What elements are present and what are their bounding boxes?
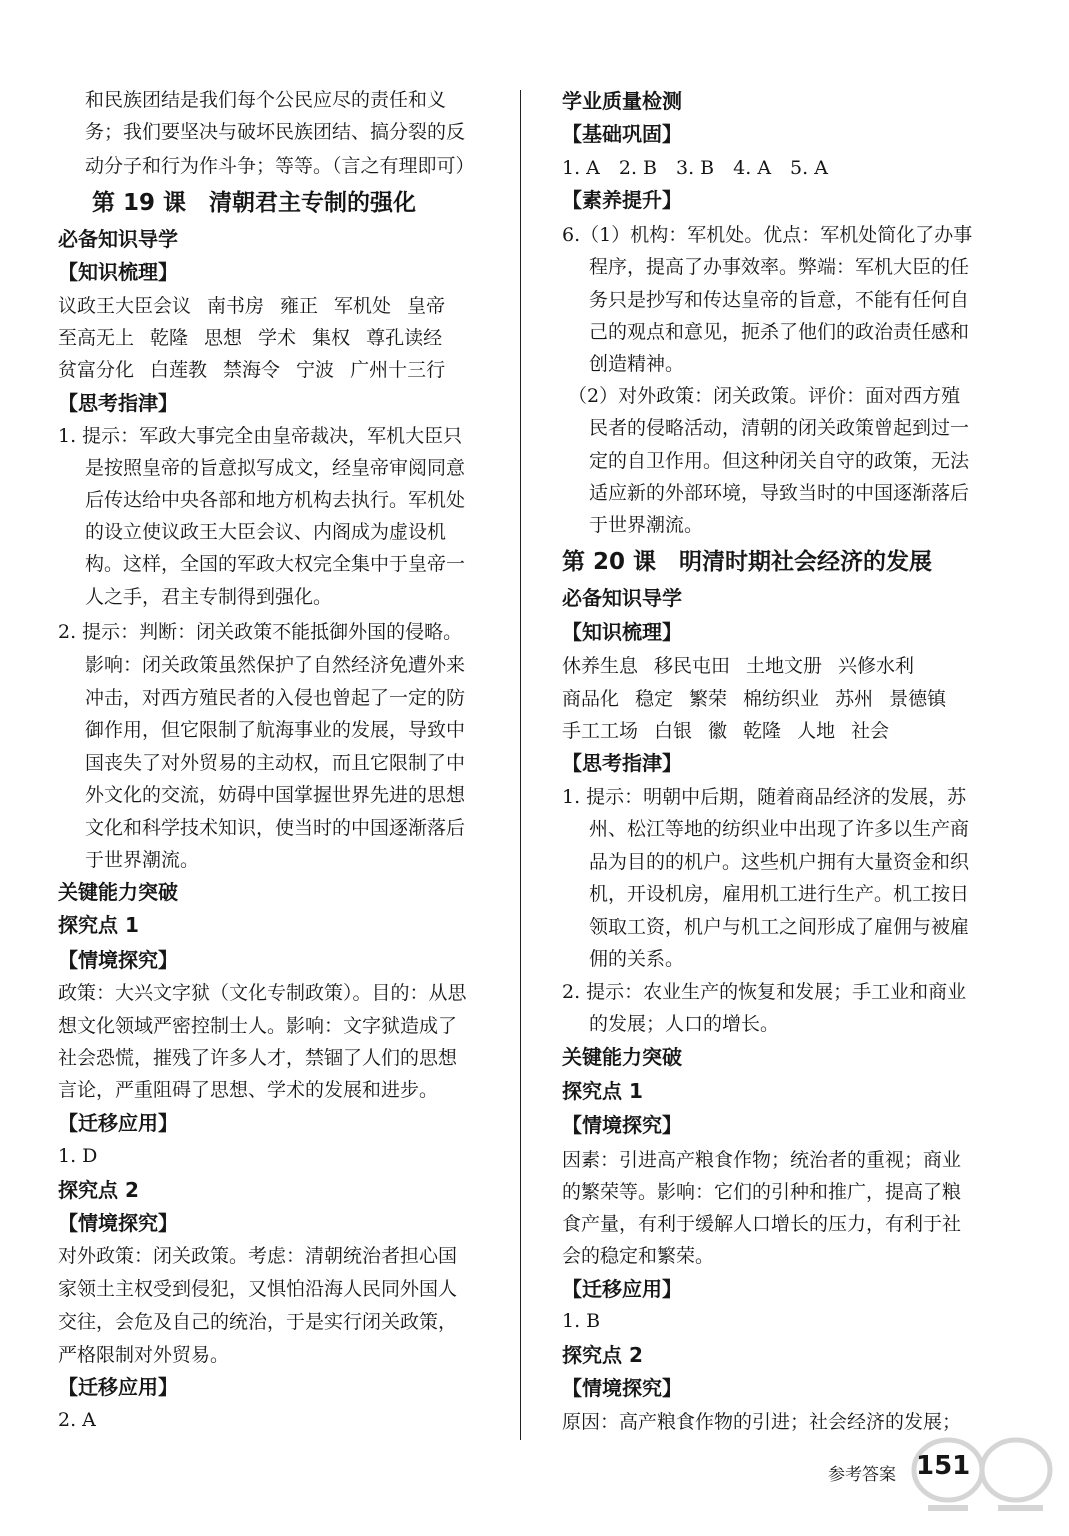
situation-line: 想文化领域严密控制士人。影响：文字狱造成了 bbox=[58, 1015, 458, 1037]
q6-line: 创造精神。 bbox=[589, 353, 685, 375]
situation-line: 原因：高产粮食作物的引进；社会经济的发展； bbox=[562, 1411, 962, 1433]
term: 思想 bbox=[204, 327, 243, 349]
tag-apply: 【迁移应用】 bbox=[58, 1375, 178, 1399]
situation-line: 因素：引进高产粮食作物；统治者的重视；商业 bbox=[562, 1149, 962, 1171]
tag-apply: 【迁移应用】 bbox=[562, 1277, 682, 1301]
think-line: 文化和科学技术知识，使当时的中国逐渐落后 bbox=[85, 817, 466, 839]
tag-basic: 【基础巩固】 bbox=[562, 122, 682, 146]
tag-situation: 【情境探究】 bbox=[562, 1376, 682, 1400]
term: 移民屯田 bbox=[654, 655, 731, 677]
term: 白莲教 bbox=[150, 359, 208, 381]
explore-point: 探究点 2 bbox=[58, 1178, 139, 1202]
explore-point: 探究点 1 bbox=[562, 1079, 643, 1103]
term-row bbox=[58, 355, 461, 385]
column-divider bbox=[520, 90, 521, 1440]
term: 尊孔读经 bbox=[366, 327, 443, 349]
term: 至高无上 bbox=[58, 327, 135, 349]
term: 皇帝 bbox=[407, 295, 446, 317]
situation-line: 会的稳定和繁荣。 bbox=[562, 1245, 715, 1267]
term: 苏州 bbox=[835, 688, 874, 710]
think-line: 佣的关系。 bbox=[589, 948, 685, 970]
q6-line: 民者的侵略活动，清朝的闭关政策曾起到过一 bbox=[589, 417, 970, 439]
think-line: 构。这样，全国的军政大权完全集中于皇帝一 bbox=[85, 553, 466, 575]
term: 广州十三行 bbox=[350, 359, 446, 381]
q6-line: 己的观点和意见，扼杀了他们的政治责任感和 bbox=[589, 321, 970, 343]
term: 商品化 bbox=[562, 688, 620, 710]
term: 集权 bbox=[312, 327, 351, 349]
section-heading: 学业质量检测 bbox=[562, 89, 682, 113]
situation-line: 政策：大兴文字狱（文化专制政策）。目的：从思 bbox=[58, 982, 467, 1004]
term: 议政王大臣会议 bbox=[58, 295, 192, 317]
situation-line: 对外政策：闭关政策。考虑：清朝统治者担心国 bbox=[58, 1245, 458, 1267]
q6-line: 适应新的外部环境，导致当时的中国逐渐落后 bbox=[589, 482, 970, 504]
think-line: 于世界潮流。 bbox=[85, 849, 200, 871]
think-line: 的设立使议政王大臣会议、内阁成为虚设机 bbox=[85, 521, 447, 543]
term: 繁荣 bbox=[689, 688, 728, 710]
think-line: 外文化的交流，妨碍中国掌握世界先进的思想 bbox=[85, 784, 466, 806]
situation-line: 的繁荣等。影响：它们的引种和推广，提高了粮 bbox=[562, 1181, 962, 1203]
section-heading: 必备知识导学 bbox=[58, 227, 178, 251]
term: 景德镇 bbox=[889, 688, 947, 710]
term-row bbox=[58, 291, 461, 321]
q6-line: 务只是抄写和传达皇帝的旨意，不能有任何自 bbox=[589, 289, 970, 311]
term: 白银 bbox=[654, 720, 693, 742]
tag-think: 【思考指津】 bbox=[562, 751, 682, 775]
situation-line: 社会恐慌，摧残了许多人才，禁锢了人们的思想 bbox=[58, 1047, 458, 1069]
term: 学术 bbox=[258, 327, 297, 349]
think-line: 御作用，但它限制了航海事业的发展，导致中 bbox=[85, 719, 466, 741]
term: 社会 bbox=[851, 720, 890, 742]
explore-point: 探究点 1 bbox=[58, 913, 139, 937]
tag-improve: 【素养提升】 bbox=[562, 188, 682, 212]
section-heading: 必备知识导学 bbox=[562, 586, 682, 610]
term: 徽 bbox=[708, 720, 728, 742]
tag-situation: 【情境探究】 bbox=[562, 1113, 682, 1137]
intro-line: 务；我们要坚决与破坏民族团结、搞分裂的反 bbox=[85, 121, 466, 143]
term: 禁海令 bbox=[223, 359, 281, 381]
term: 乾隆 bbox=[743, 720, 782, 742]
term-row bbox=[562, 651, 930, 681]
think-line: 冲击，对西方殖民者的入侵也曾起了一定的防 bbox=[85, 687, 466, 709]
answer: 1. D bbox=[58, 1145, 98, 1167]
think-line: 后传达给中央各部和地方机构去执行。军机处 bbox=[85, 489, 466, 511]
tag-knowledge: 【知识梳理】 bbox=[58, 260, 178, 284]
answer: 1. B bbox=[562, 1310, 601, 1332]
q6-line: 于世界潮流。 bbox=[589, 514, 704, 536]
q6-line: 6.（1）机构：军机处。优点：军机处简化了办事 bbox=[562, 224, 973, 246]
answer: 2. A bbox=[58, 1409, 96, 1431]
term: 军机处 bbox=[334, 295, 392, 317]
term: 兴修水利 bbox=[838, 655, 915, 677]
section-heading: 关键能力突破 bbox=[562, 1045, 682, 1069]
tag-situation: 【情境探究】 bbox=[58, 948, 178, 972]
think-line: 2. 提示：农业生产的恢复和发展；手工业和商业 bbox=[562, 981, 967, 1003]
tag-think: 【思考指津】 bbox=[58, 391, 178, 415]
lesson-title: 第 20 课 明清时期社会经济的发展 bbox=[562, 549, 933, 575]
situation-line: 家领土主权受到侵犯，又惧怕沿海人民同外国人 bbox=[58, 1278, 458, 1300]
think-line: 的发展；人口的增长。 bbox=[589, 1013, 780, 1035]
q6-line: 定的自卫作用。但这种闭关自守的政策，无法 bbox=[589, 450, 970, 472]
tag-situation: 【情境探究】 bbox=[58, 1211, 178, 1235]
term: 雍正 bbox=[280, 295, 319, 317]
term: 稳定 bbox=[635, 688, 674, 710]
think-line: 2. 提示：判断：闭关政策不能抵御外国的侵略。 bbox=[58, 621, 463, 643]
think-line: 国丧失了对外贸易的主动权，而且它限制了中 bbox=[85, 752, 466, 774]
think-line: 人之手，君主专制得到强化。 bbox=[85, 586, 333, 608]
footer-label: 参考答案 bbox=[828, 1465, 896, 1485]
intro-line: 和民族团结是我们每个公民应尽的责任和义 bbox=[85, 89, 447, 111]
term: 棉纺织业 bbox=[743, 688, 820, 710]
situation-line: 食产量，有利于缓解人口增长的压力，有利于社 bbox=[562, 1213, 962, 1235]
term: 土地文册 bbox=[746, 655, 823, 677]
term: 人地 bbox=[797, 720, 836, 742]
think-line: 州、松江等地的纺织业中出现了许多以生产商 bbox=[589, 818, 970, 840]
page-number: 151 bbox=[916, 1451, 971, 1481]
situation-line: 严格限制对外贸易。 bbox=[58, 1344, 230, 1366]
think-line: 1. 提示：明朝中后期，随着商品经济的发展，苏 bbox=[562, 786, 967, 808]
situation-line: 交往，会危及自己的统治，于是实行闭关政策， bbox=[58, 1311, 458, 1333]
think-line: 品为目的的机户。这些机户拥有大量资金和织 bbox=[589, 851, 970, 873]
section-heading: 关键能力突破 bbox=[58, 880, 178, 904]
think-line: 影响：闭关政策虽然保护了自然经济免遭外来 bbox=[85, 654, 466, 676]
explore-point: 探究点 2 bbox=[562, 1343, 643, 1367]
lesson-title: 第 19 课 清朝君主专制的强化 bbox=[92, 190, 417, 216]
think-line: 领取工资，机户与机工之间形成了雇佣与被雇 bbox=[589, 916, 970, 938]
term-row bbox=[562, 716, 905, 746]
term: 宁波 bbox=[296, 359, 335, 381]
term-row bbox=[562, 684, 962, 714]
term: 手工工场 bbox=[562, 720, 639, 742]
basic-answers: 1. A 2. B 3. B 4. A 5. A bbox=[562, 157, 828, 179]
term: 乾隆 bbox=[150, 327, 189, 349]
think-line: 机，开设机房，雇用机工进行生产。机工按日 bbox=[589, 883, 970, 905]
situation-line: 言论，严重阻碍了思想、学术的发展和进步。 bbox=[58, 1079, 439, 1101]
tag-knowledge: 【知识梳理】 bbox=[562, 620, 682, 644]
term: 休养生息 bbox=[562, 655, 639, 677]
q6-line: （2）对外政策：闭关政策。评价：面对西方殖 bbox=[568, 385, 961, 407]
term-row bbox=[58, 323, 458, 353]
think-line: 1. 提示：军政大事完全由皇帝裁决，军机大臣只 bbox=[58, 425, 463, 447]
tag-apply: 【迁移应用】 bbox=[58, 1111, 178, 1135]
intro-line: 动分子和行为作斗争；等等。（言之有理即可） bbox=[85, 155, 475, 177]
think-line: 是按照皇帝的旨意拟写成文，经皇帝审阅同意 bbox=[85, 457, 466, 479]
term: 贫富分化 bbox=[58, 359, 135, 381]
q6-line: 程序，提高了办事效率。弊端：军机大臣的任 bbox=[589, 256, 970, 278]
term: 南书房 bbox=[207, 295, 265, 317]
